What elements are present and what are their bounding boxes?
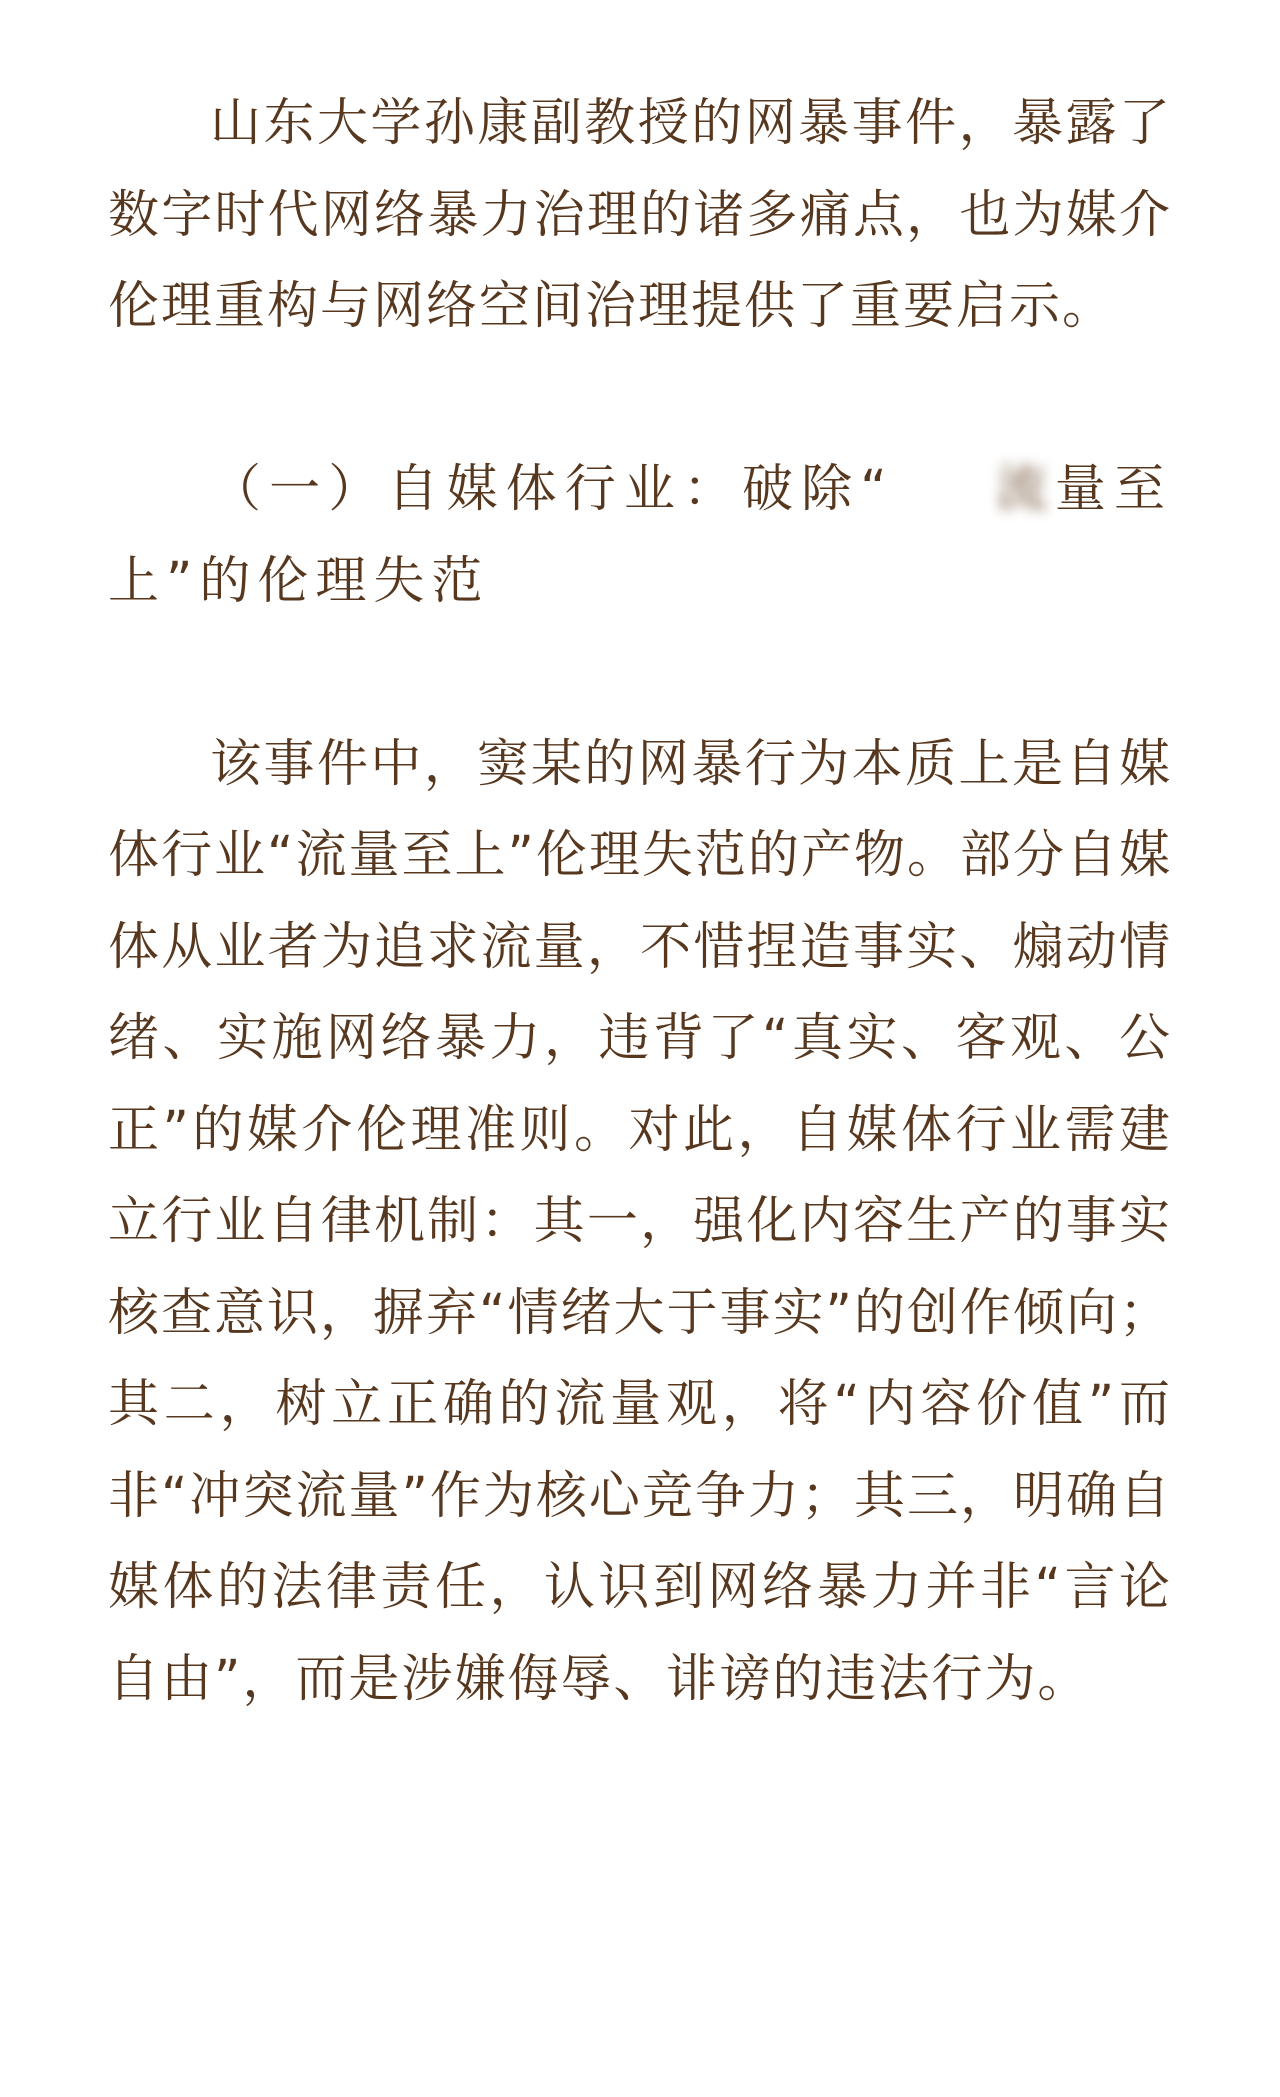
section-heading — [108, 444, 1172, 627]
body-paragraph: 该事件中，窦某的网暴行为本质上是自媒体行业“流量至上”伦理失范的产物。部分自媒体从业者为追求流量，不惜捏造事实、煽动情绪、实施网络暴力，违背了“真实、客观、公正”的媒介伦理准则。对此，自媒体行业需建立行业自律机制：其一，强化内容生产的事实核查意识，摒弃“情绪大于事实”的创作倾向；其二，树立正确的流量观，将“内容价值”而非“冲突流量”作为核心竞争力；其三，明确自媒体的法律责任，认识到网络暴力并非“言论自由”，而是涉嫌侮辱、诽谤的违法行为。 — [108, 734, 1172, 1709]
intro-paragraph: 山东大学孙康副教授的网暴事件，暴露了数字时代网络暴力治理的诸多痛点，也为媒介伦理重构与网络空间治理提供了重要启示。 — [108, 94, 1172, 336]
paragraph-spacer — [108, 353, 1172, 445]
section-heading-prefix: （一）自媒体行业：破除“ — [210, 460, 894, 519]
section-heading-suffix: 量至上”的伦理失范 — [108, 460, 1172, 611]
article-body — [108, 78, 1172, 1725]
blurred-character: 流 — [995, 460, 1054, 519]
paragraph-spacer — [108, 627, 1172, 719]
